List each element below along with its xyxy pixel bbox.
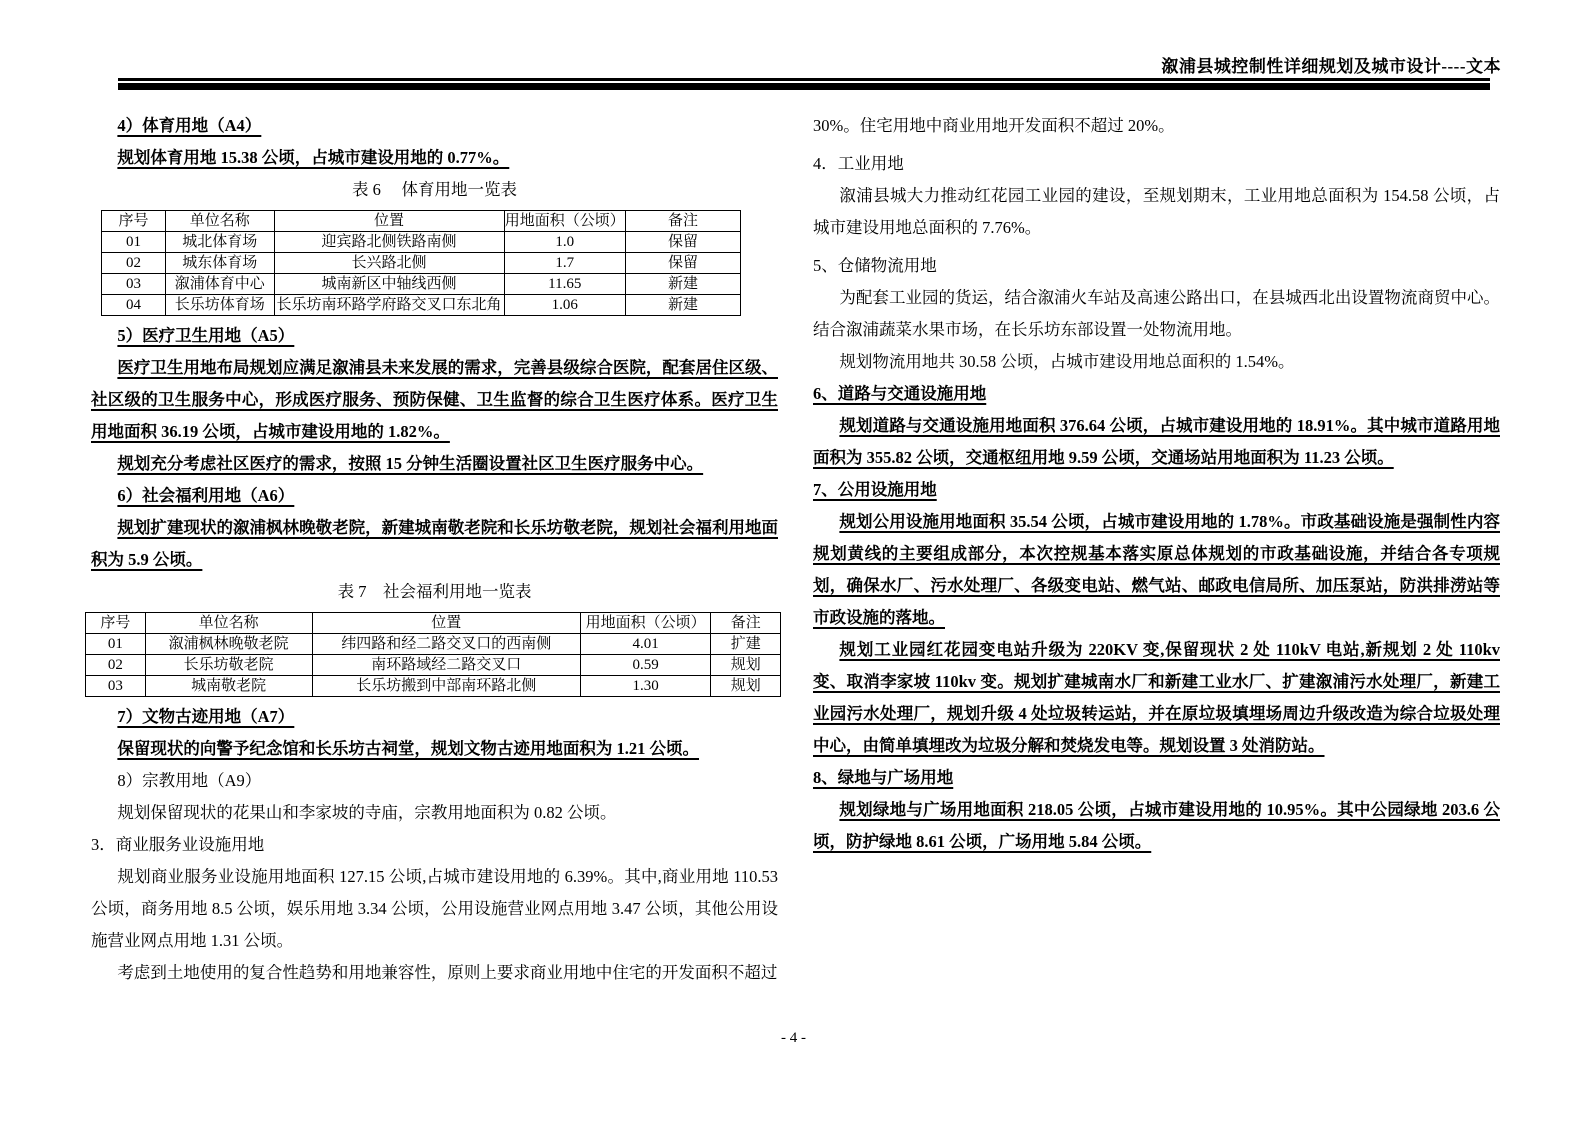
table-header-cell: 备注 [711, 613, 781, 634]
table-cell: 新建 [625, 295, 740, 316]
table-cell: 保留 [625, 232, 740, 253]
page-number: - 4 - [781, 1030, 806, 1046]
para-medical-land-2: 规划充分考虑社区医疗的需求，按照 15 分钟生活圈设置社区卫生医疗服务中心。 [117, 454, 704, 473]
table-cell: 长乐坊敬老院 [145, 655, 312, 676]
para-sports-land: 规划体育用地 15.38 公顷，占城市建设用地的 0.77%。 [117, 148, 510, 167]
table-cell: 城东体育场 [165, 253, 274, 274]
table-row [86, 634, 781, 655]
para-medical-land-1: 医疗卫生用地布局规划应满足溆浦县未来发展的需求，完善县级综合医院，配套居住区级、社区级的卫生服务中心，形成医疗服务、预防保健、卫生监督的综合卫生医疗体系。医疗卫生用地面积 36.19 公顷，占城市建设用地的 1.82%。 [91, 358, 778, 441]
table-cell: 城北体育场 [165, 232, 274, 253]
table-cell: 1.7 [504, 253, 625, 274]
para-commercial-land-1: 规划商业服务业设施用地面积 127.15 公顷,占城市建设用地的 6.39%。其中,商业用地 110.53 公顷，商务用地 8.5 公顷，娱乐用地 3.34 公顷，公用设施营业网点用地 3.47 公顷，其他公用设施营业网点用地 1.31 公顷。 [91, 867, 778, 950]
para-religious-land: 规划保留现状的花果山和李家坡的寺庙，宗教用地面积为 0.82 公顷。 [117, 803, 617, 822]
right-column [813, 110, 1500, 858]
heading-public-utility-land: 7、公用设施用地 [813, 480, 937, 499]
table-cell: 01 [86, 634, 146, 655]
table-header-cell: 用地面积（公顷） [504, 211, 625, 232]
table-header-cell: 序号 [102, 211, 166, 232]
table-header-cell: 单位名称 [165, 211, 274, 232]
table-header-row [102, 211, 741, 232]
table-cell: 南环路域经二路交叉口 [312, 655, 580, 676]
table-row [86, 676, 781, 697]
para-commercial-continued: 30%。住宅用地中商业用地开发面积不超过 20%。 [813, 116, 1175, 135]
table-cell: 02 [86, 655, 146, 676]
table-cell: 溆浦枫林晚敬老院 [145, 634, 312, 655]
table-header-cell: 备注 [625, 211, 740, 232]
table-cell: 03 [102, 274, 166, 295]
heading-welfare-land: 6）社会福利用地（A6） [117, 486, 295, 505]
heading-religious-land: 8）宗教用地（A9） [117, 771, 262, 790]
table-header-cell: 位置 [312, 613, 580, 634]
table-cell: 扩建 [711, 634, 781, 655]
heading-industrial-land: 4．工业用地 [813, 154, 904, 173]
header-title: 溆浦县城控制性详细规划及城市设计----文本 [1161, 57, 1501, 76]
table-cell: 0.59 [580, 655, 711, 676]
table-cell: 城南新区中轴线西侧 [274, 274, 504, 295]
table6-caption: 表 6 体育用地一览表 [352, 180, 517, 199]
table-cell: 溆浦体育中心 [165, 274, 274, 295]
para-road-transport-land: 规划道路与交通设施用地面积 376.64 公顷，占城市建设用地的 18.91%。其中城市道路用地面积为 355.82 公顷，交通枢纽用地 9.59 公顷，交通场站用地面积为 11.23 公顷。 [813, 416, 1500, 467]
table-cell: 1.30 [580, 676, 711, 697]
heading-logistics-land: 5、仓储物流用地 [813, 256, 937, 275]
heading-commercial-land: 3．商业服务业设施用地 [91, 835, 265, 854]
table-header-row [86, 613, 781, 634]
table-row [86, 655, 781, 676]
table-row [102, 232, 741, 253]
left-column [91, 110, 778, 989]
table-sports-land [101, 210, 741, 316]
table-cell: 长乐坊搬到中部南环路北侧 [312, 676, 580, 697]
table-cell: 长兴路北侧 [274, 253, 504, 274]
table-welfare-land [85, 612, 781, 697]
para-heritage-land: 保留现状的向警予纪念馆和长乐坊古祠堂，规划文物古迹用地面积为 1.21 公顷。 [117, 739, 700, 758]
table-header-cell: 序号 [86, 613, 146, 634]
heading-road-transport-land: 6、道路与交通设施用地 [813, 384, 987, 403]
para-public-utility-land-1: 规划公用设施用地面积 35.54 公顷，占城市建设用地的 1.78%。市政基础设施是强制性内容规划黄线的主要组成部分，本次控规基本落实原总体规划的市政基础设施，并结合各专项规划，确保水厂、污水处理厂、各级变电站、燃气站、邮政电信局所、加压泵站，防洪排涝站等市政设施的落地。 [813, 512, 1500, 627]
table-cell: 03 [86, 676, 146, 697]
table-row [102, 295, 741, 316]
heading-heritage-land: 7）文物古迹用地（A7） [117, 707, 295, 726]
table-cell: 01 [102, 232, 166, 253]
table-header-cell: 单位名称 [145, 613, 312, 634]
header-rule [118, 78, 1490, 90]
table-header-cell: 位置 [274, 211, 504, 232]
para-public-utility-land-2: 规划工业园红花园变电站升级为 220KV 变,保留现状 2 处 110kV 电站,新规划 2 处 110kv 变、取消李家坡 110kv 变。规划扩建城南水厂和新建工业水厂、扩建溆浦污水处理厂，新建工业园污水处理厂，规划升级 4 处垃圾转运站，并在原垃圾填埋场周边升级改造为综合垃圾处理中心，由简单填埋改为垃圾分解和焚烧发电等。规划设置 3 处消防站。 [813, 640, 1500, 755]
table-cell: 长乐坊体育场 [165, 295, 274, 316]
table-cell: 保留 [625, 253, 740, 274]
table-cell: 02 [102, 253, 166, 274]
heading-sports-land: 4）体育用地（A4） [117, 116, 262, 135]
para-industrial-land: 溆浦县城大力推动红花园工业园的建设，至规划期末，工业用地总面积为 154.58 公顷，占城市建设用地总面积的 7.76%。 [813, 186, 1500, 237]
para-logistics-land-1: 为配套工业园的货运，结合溆浦火车站及高速公路出口，在县城西北出设置物流商贸中心。结合溆浦蔬菜水果市场，在长乐坊东部设置一处物流用地。 [813, 288, 1500, 339]
table-cell: 4.01 [580, 634, 711, 655]
table-row [102, 274, 741, 295]
table-cell: 规划 [711, 655, 781, 676]
table-cell: 纬四路和经二路交叉口的西南侧 [312, 634, 580, 655]
table-cell: 04 [102, 295, 166, 316]
table-cell: 新建 [625, 274, 740, 295]
para-welfare-land: 规划扩建现状的溆浦枫林晚敬老院，新建城南敬老院和长乐坊敬老院，规划社会福利用地面积为 5.9 公顷。 [91, 518, 778, 569]
para-logistics-land-2: 规划物流用地共 30.58 公顷，占城市建设用地总面积的 1.54%。 [839, 352, 1295, 371]
table-cell: 城南敬老院 [145, 676, 312, 697]
para-green-square-land: 规划绿地与广场用地面积 218.05 公顷，占城市建设用地的 10.95%。其中公园绿地 203.6 公顷，防护绿地 8.61 公顷，广场用地 5.84 公顷。 [813, 800, 1500, 851]
table-cell: 1.06 [504, 295, 625, 316]
para-commercial-land-2: 考虑到土地使用的复合性趋势和用地兼容性，原则上要求商业用地中住宅的开发面积不超过 [117, 963, 778, 982]
table-cell: 11.65 [504, 274, 625, 295]
table-cell: 长乐坊南环路学府路交叉口东北角 [274, 295, 504, 316]
heading-green-square-land: 8、绿地与广场用地 [813, 768, 954, 787]
table-row [102, 253, 741, 274]
table-cell: 1.0 [504, 232, 625, 253]
table7-caption: 表 7 社会福利用地一览表 [337, 582, 532, 601]
table-header-cell: 用地面积（公顷） [580, 613, 711, 634]
table-cell: 迎宾路北侧铁路南侧 [274, 232, 504, 253]
table-cell: 规划 [711, 676, 781, 697]
heading-medical-land: 5）医疗卫生用地（A5） [117, 326, 295, 345]
